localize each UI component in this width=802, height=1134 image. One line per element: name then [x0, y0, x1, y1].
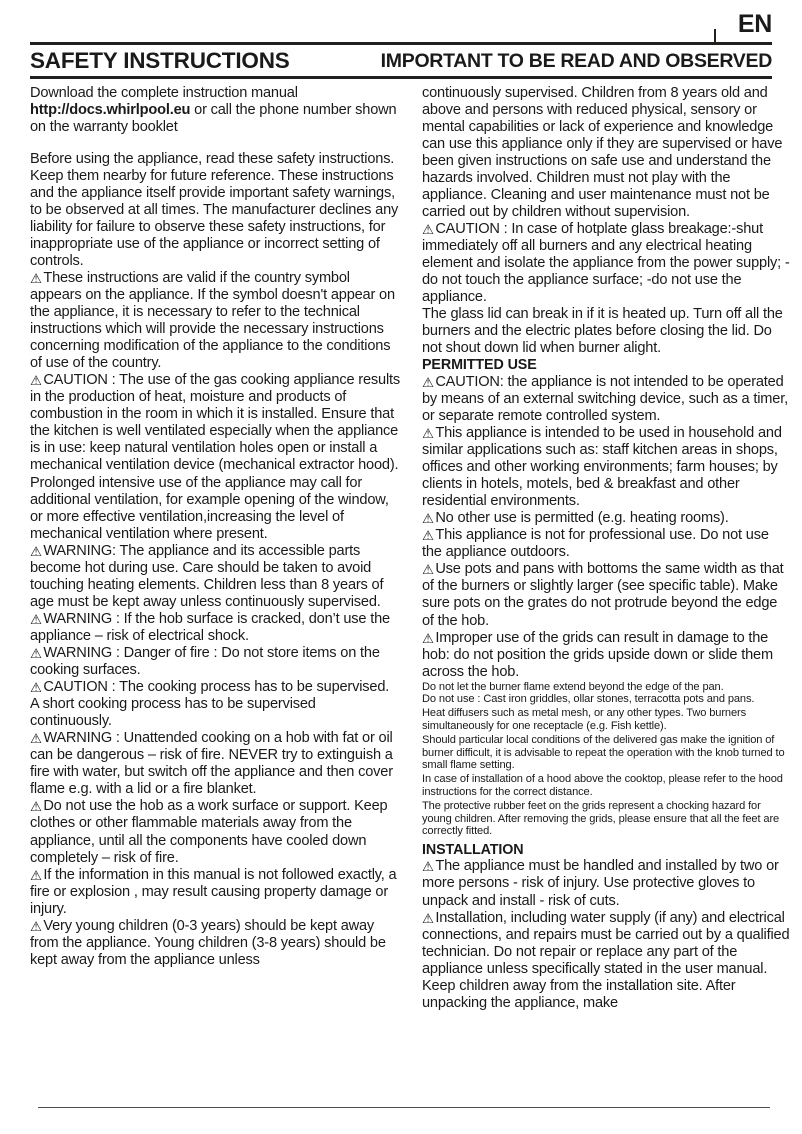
warning-triangle-icon: ⚠ — [422, 860, 434, 876]
right-column — [422, 85, 792, 1012]
language-code: EN — [737, 10, 772, 38]
paragraph-text: The glass lid can break in if it is heated up. Turn off all the burners and the electric plates before closing the lid. Do not shout down lid when burner alight. — [422, 306, 783, 357]
paragraph-text: CAUTION : In case of hotplate glass breakage:-shut immediately off all burners and any electrical heating element and isolate the appliance from the power supply; - do not touch the appliance surface; -do not use the appliance. — [422, 220, 790, 306]
warning-paragraph — [30, 679, 400, 730]
warning-paragraph — [30, 867, 400, 918]
warning-triangle-icon: ⚠ — [422, 222, 434, 238]
paragraph-text: This appliance is intended to be used in household and similar applications such as: staff kitchen areas in shops, offices and other working environments; farm houses; by clients in hotels, motels, bed & breakfast and other residential environments. — [422, 424, 782, 510]
paragraph-text: CAUTION : The cooking process has to be supervised. A short cooking process has to be supervised continuously. — [30, 679, 390, 730]
warning-triangle-icon: ⚠ — [30, 374, 42, 390]
fine-print-line: Heat diffusers such as metal mesh, or any other types. Two burners simultaneously for one receptacle (e.g. Fish kettle). — [422, 707, 747, 732]
paragraph-text: These instructions are valid if the country symbol appears on the appliance. If the symbol doesn't appear on the appliance, it is necessary to refer to the technical instructions which will provide the necessary instructions concerning modification of the appliance to the conditions of use of the country. — [30, 269, 395, 372]
fine-print-line: Should particular local conditions of the delivered gas make the ignition of burner difficult, it is advisable to repeat the operation with the knob turned to small flame setting. — [422, 734, 785, 772]
header-rule-tick — [714, 29, 716, 45]
download-note-post: or call the phone number shown on the warranty booklet — [30, 101, 397, 135]
paragraph-text: Very young children (0-3 years) should be kept away from the appliance. Young children (3-8 years) should be kept away from the appliance unless — [30, 917, 386, 968]
warning-paragraph — [30, 270, 400, 372]
manual-url: http://docs.whirlpool.eu — [30, 101, 191, 118]
left-column — [30, 85, 400, 1012]
paragraph — [422, 306, 792, 357]
warning-triangle-icon: ⚠ — [30, 544, 42, 560]
warning-paragraph — [30, 918, 400, 969]
warning-paragraph — [30, 611, 400, 645]
warning-paragraph — [30, 372, 400, 542]
warning-paragraph — [422, 374, 792, 425]
section-heading-permitted-use: PERMITTED USE — [422, 357, 537, 374]
paragraph — [30, 151, 400, 270]
page-title: SAFETY INSTRUCTIONS — [30, 48, 290, 73]
paragraph-text: The appliance must be handled and installed by two or more persons - risk of injury. Use protective gloves to unpack and install - risk of cuts. — [422, 858, 779, 909]
header-bottom-rule — [30, 76, 772, 79]
paragraph-text: continuously supervised. Children from 8 years old and above and persons with reduced physical, sensory or mental capabilities or lack of experience and knowledge can use this appliance only if they are supervised or have been given instructions on safe use and understand the hazards involved. Children must not play with the appliance. Cleaning and user maintenance must not be carried out by children without supervision. — [422, 84, 783, 220]
warning-paragraph — [30, 798, 400, 866]
warning-triangle-icon: ⚠ — [422, 563, 434, 579]
warning-triangle-icon: ⚠ — [422, 529, 434, 545]
fine-print-line: In case of installation of a hood above the cooktop, please refer to the hood instructions for the correct distance. — [422, 773, 783, 798]
paragraph-text: Installation, including water supply (if any) and electrical connections, and repairs must be carried out by a qualified technician. Do not repair or replace any part of the appliance unless specifically stated in the user manual. Keep children away from the installation site. After unpacking the appliance, make — [422, 909, 790, 1011]
paragraph-text: CAUTION: the appliance is not intended to be operated by means of an external switching device, such as a timer, or separate remote controlled system. — [422, 373, 788, 424]
warning-paragraph — [30, 730, 400, 798]
warning-paragraph — [422, 630, 792, 681]
warning-paragraph — [30, 543, 400, 611]
warning-triangle-icon: ⚠ — [422, 375, 434, 391]
paragraph-text: WARNING : Unattended cooking on a hob with fat or oil can be dangerous – risk of fire. NEVER try to extinguish a fire with water, but switch off the appliance and then cover flame e.g. with a lid or a fire blanket. — [30, 730, 393, 798]
warning-triangle-icon: ⚠ — [30, 868, 42, 884]
warning-paragraph — [422, 858, 792, 909]
warning-paragraph — [422, 527, 792, 561]
paragraph-text: Improper use of the grids can result in damage to the hob: do not position the grids upside down or slide them across the hob. — [422, 629, 773, 680]
language-row — [30, 10, 772, 40]
fine-print-line: Do not let the burner flame extend beyond the edge of the pan. — [422, 680, 724, 693]
warning-triangle-icon: ⚠ — [422, 911, 434, 927]
paragraph-text: WARNING : Danger of fire : Do not store items on the cooking surfaces. — [30, 645, 380, 679]
warning-triangle-icon: ⚠ — [30, 647, 42, 662]
paragraph — [422, 85, 792, 221]
page-subtitle: IMPORTANT TO BE READ AND OBSERVED — [380, 50, 772, 72]
warning-triangle-icon: ⚠ — [30, 732, 42, 748]
paragraph-text: No other use is permitted (e.g. heating rooms). — [435, 510, 729, 527]
warning-paragraph — [30, 645, 400, 679]
warning-triangle-icon: ⚠ — [30, 612, 42, 628]
warning-paragraph — [422, 510, 792, 527]
warning-triangle-icon: ⚠ — [422, 512, 434, 528]
paragraph-text: If the information in this manual is not followed exactly, a fire or explosion , may result causing property damage or injury. — [30, 866, 397, 917]
header-title-row — [30, 45, 772, 74]
warning-paragraph — [422, 221, 792, 306]
warning-triangle-icon: ⚠ — [30, 800, 42, 816]
warning-paragraph — [422, 425, 792, 510]
paragraph-text: Use pots and pans with bottoms the same width as that of the burners or slightly larger (see specific table). Make sure pots on the grates do not protrude beyond the edge of the hob. — [422, 561, 784, 629]
page-header — [30, 0, 772, 79]
section-heading-installation: INSTALLATION — [422, 841, 524, 858]
paragraph-text: WARNING : If the hob surface is cracked, don’t use the appliance – risk of electrical shock. — [30, 610, 390, 644]
fine-print-line: The protective rubber feet on the grids represent a chocking hazard for young children. After removing the grids, please ensure that all the feet are correctly fitted. — [422, 800, 780, 838]
warning-paragraph — [422, 561, 792, 629]
download-note — [30, 85, 400, 136]
warning-paragraph — [422, 910, 792, 1012]
paragraph-text: CAUTION : The use of the gas cooking appliance results in the production of heat, moisture and products of combustion in the room in which it is installed. Ensure that the kitchen is well ventilated especially when the appliance is in use: keep natural ventilation holes open or install a mechanical ventilation device (mechanical extractor hood). Prolonged intensive use of the appliance may call for additional ventilation, for example opening of the window, or more effective ventilation,increasing the level of mechanical ventilation where present. — [30, 372, 400, 542]
download-note-pre: Download the complete instruction manual — [30, 84, 298, 101]
paragraph-text: This appliance is not for professional use. Do not use the appliance outdoors. — [422, 527, 769, 561]
paragraph-text: WARNING: The appliance and its accessible parts become hot during use. Care should be taken to avoid touching heating elements. Children less than 8 years of age must be kept away unless continuously supervised. — [30, 542, 384, 610]
two-column-body — [30, 84, 790, 1012]
warning-triangle-icon: ⚠ — [30, 271, 42, 287]
fine-print-line: Do not use : Cast iron griddles, ollar stones, terracotta pots and pans. — [422, 693, 755, 706]
warning-triangle-icon: ⚠ — [422, 426, 434, 442]
page-footer-rule — [38, 1107, 770, 1108]
paragraph-text: Do not use the hob as a work surface or support. Keep clothes or other flammable materials away from the appliance, until all the components have cooled down completely – risk of fire. — [30, 798, 388, 866]
header-top-rule — [30, 42, 772, 45]
warning-triangle-icon: ⚠ — [30, 919, 42, 935]
paragraph-text: Before using the appliance, read these safety instructions. Keep them nearby for future reference. These instructions and the appliance itself provide important safety warnings, to be observed at all times. The manufacturer declines any liability for failure to observe these safety instructions, for inappropriate use of the appliance or incorrect setting of controls. — [30, 150, 399, 269]
warning-triangle-icon: ⚠ — [422, 631, 434, 647]
warning-triangle-icon: ⚠ — [30, 681, 42, 697]
